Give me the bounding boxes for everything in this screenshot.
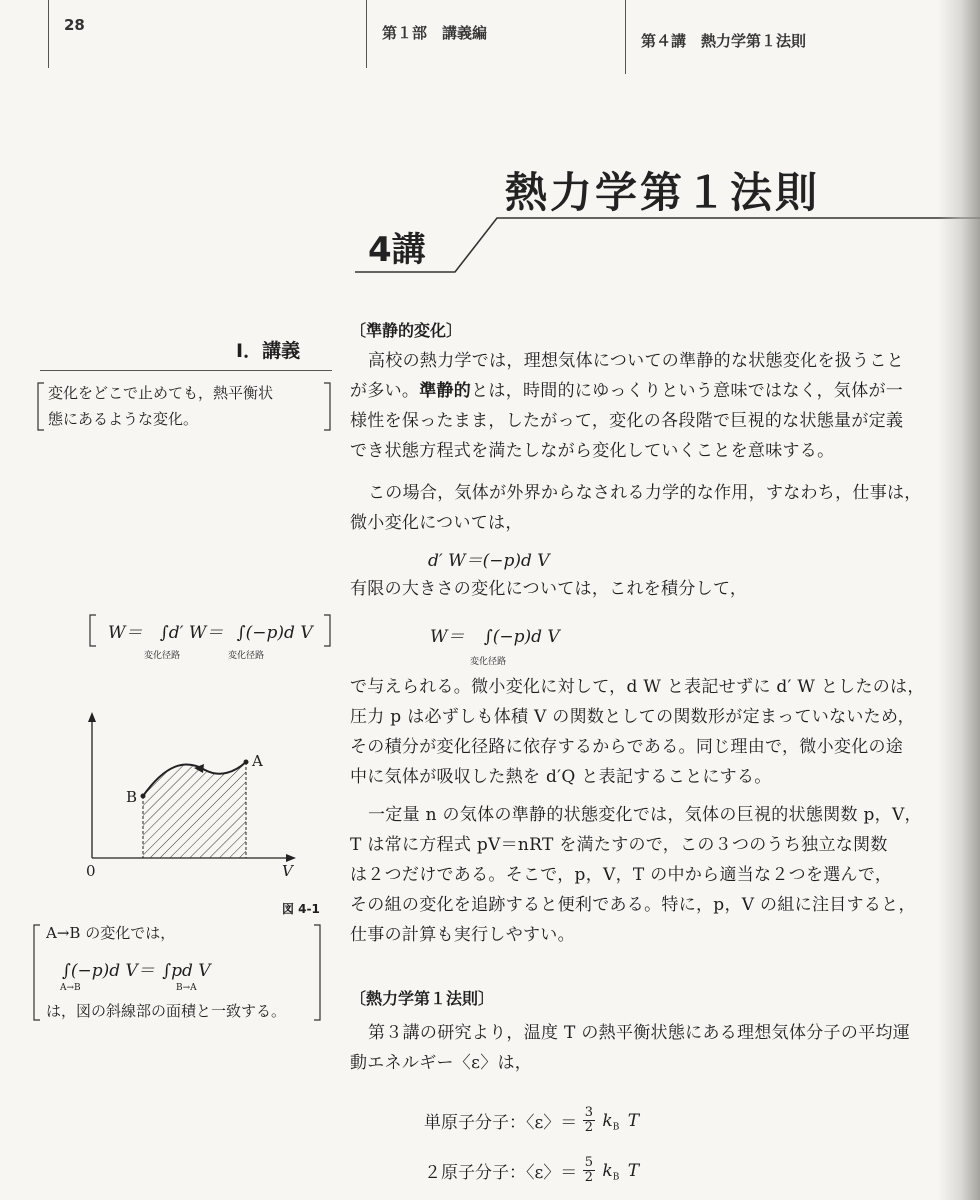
header-divider-1 xyxy=(48,0,49,68)
equation-w-integral xyxy=(430,622,560,647)
denominator: 2 xyxy=(584,1170,593,1185)
equation-monatomic xyxy=(424,1106,639,1135)
header-part: 第１部 講義編 xyxy=(382,24,488,42)
text-line: 動エネルギー〈ε〉は， xyxy=(350,1053,533,1073)
eq-rhs: ∫(−p)d V xyxy=(483,627,560,647)
lecture-number: 4講 xyxy=(368,230,426,270)
eq-k-sub: B xyxy=(612,1172,620,1183)
numerator: 3 xyxy=(584,1105,593,1120)
eq-sub-ba: B→A xyxy=(176,983,197,993)
eq-sub-path1: 変化径路 xyxy=(144,651,181,661)
eq-label: 単原子分子：〈ε〉＝ xyxy=(424,1113,578,1133)
fraction xyxy=(583,1156,595,1185)
text-line: 第３講の研究より，温度 T の熱平衡状態にある理想気体分子の平均運 xyxy=(368,1023,911,1043)
side-note-line: 変化をどこで止めても，熱平衡状 xyxy=(48,384,274,402)
point-b xyxy=(141,794,146,799)
note1-bracket-left xyxy=(36,382,46,432)
label-b: B xyxy=(126,788,138,806)
text-line: 圧力 p は必ずしも体積 V の関数としての関数形が定まっていないため， xyxy=(350,707,915,727)
text-line: その組の変化を追跡すると便利である。特に，p，V の組に注目すると， xyxy=(350,895,916,915)
title-rule xyxy=(355,210,980,280)
side-note-ab-line1: A→B の変化では， xyxy=(46,924,176,942)
paragraph-2 xyxy=(350,478,922,538)
figure-caption: 図 4-1 xyxy=(282,902,320,916)
header-chapter: 第４講 熱力学第１法則 xyxy=(641,32,807,50)
paragraph-6 xyxy=(350,1018,910,1078)
text-line: 様性を保ったまま，したがって，変化の各段階で巨視的な状態量が定義 xyxy=(350,411,904,431)
eq-sub-ab: A→B xyxy=(60,983,81,993)
eq-sub-path: 変化径路 xyxy=(470,657,507,667)
eq-k: k xyxy=(602,1110,613,1131)
label-a: A xyxy=(252,752,263,770)
hatched-area xyxy=(143,762,246,858)
paragraph-4 xyxy=(350,672,925,792)
text-line xyxy=(350,376,904,406)
side-note-ab-equation xyxy=(62,956,211,981)
eq-lhs: W＝ xyxy=(108,623,143,643)
heading-quasistatic: 〔準静的変化〕 xyxy=(350,321,463,340)
text-span: とは，時間的にゆっくりという意味ではなく，気体が一 xyxy=(471,381,904,401)
eq-t: T xyxy=(627,1160,640,1181)
text-line: 高校の熱力学では，理想気体についての準静的な状態変化を扱うこと xyxy=(368,351,904,371)
text-line: は２つだけである。そこで，p，V，T の中から適当な２つを選んで， xyxy=(350,865,893,885)
text-span: が多い。 xyxy=(350,381,420,401)
page-title: 熱力学第１法則 xyxy=(505,168,821,217)
point-a xyxy=(244,760,249,765)
text-line: この場合，気体が外界からなされる力学的な作用，すなわち，仕事は， xyxy=(368,483,922,503)
note2-bracket-left xyxy=(32,924,42,1022)
text-line: その積分が変化径路に依存するからである。同じ理由で，微小変化の途 xyxy=(350,737,904,757)
eq-k: k xyxy=(602,1160,613,1181)
section-lecture-label: Ⅰ．講義 xyxy=(236,340,301,362)
equation-dw: d′ W＝(−p)d V xyxy=(428,551,550,571)
text-line: T は常に方程式 pV＝nRT を満たすので，この３つのうち独立な関数 xyxy=(350,835,888,855)
equation-diatomic xyxy=(424,1156,639,1185)
eq-label: ２原子分子：〈ε〉＝ xyxy=(424,1163,578,1183)
y-axis-arrow xyxy=(88,712,96,722)
side-equation-work xyxy=(108,618,313,643)
header-divider-2 xyxy=(366,0,367,68)
eq-k-sub: B xyxy=(612,1122,620,1133)
eq-int1: ∫d′ W＝ xyxy=(159,623,224,643)
note1-bracket-right xyxy=(322,382,332,432)
paragraph-1 xyxy=(350,346,904,466)
eq-sub-path2: 変化径路 xyxy=(228,651,265,661)
text-line: でき状態方程式を満たしながら変化していくことを意味する。 xyxy=(350,441,835,461)
denominator: 2 xyxy=(584,1120,593,1135)
text-line: 中に気体が吸収した熱を d′Q と表記することにする。 xyxy=(350,767,772,787)
fraction xyxy=(583,1106,595,1135)
paragraph-5 xyxy=(350,800,922,950)
side-note-ab-line3: は，図の斜線部の面積と一致する。 xyxy=(46,1002,287,1020)
eq-int2: ∫(−p)d V xyxy=(236,623,313,643)
eq-t: T xyxy=(627,1110,640,1131)
label-origin: 0 xyxy=(86,862,96,880)
x-axis-arrow xyxy=(286,854,296,862)
text-line: 微小変化については， xyxy=(350,513,523,533)
text-line: 一定量 n の気体の準静的状態変化では，気体の巨視的状態関数 p，V， xyxy=(368,805,922,825)
text-line: で与えられる。微小変化に対して，d W と表記せずに d′ W としたのは， xyxy=(350,677,925,697)
label-v-axis: V xyxy=(282,862,293,880)
section-underline xyxy=(40,370,332,371)
page-binding-shadow xyxy=(938,0,980,1200)
eq-lhs: W＝ xyxy=(430,627,465,647)
page-number: 28 xyxy=(64,16,85,34)
eqwork-bracket-left xyxy=(88,614,98,648)
paragraph-3: 有限の大きさの変化については，これを積分して， xyxy=(350,579,748,599)
eqwork-bracket-right xyxy=(322,614,332,648)
heading-first-law: 〔熱力学第１法則〕 xyxy=(350,989,495,1008)
side-note-line: 態にあるような変化。 xyxy=(48,410,199,428)
text-line: 仕事の計算も実行しやすい。 xyxy=(350,925,575,945)
numerator: 5 xyxy=(584,1155,593,1170)
eq-right: ∫pd V xyxy=(162,961,211,981)
term-quasistatic: 準静的 xyxy=(419,381,472,401)
header-divider-3 xyxy=(625,0,626,74)
note2-bracket-right xyxy=(312,924,322,1022)
side-note-quasistatic xyxy=(48,380,273,432)
eq-left: ∫(−p)d V＝ xyxy=(62,961,155,981)
